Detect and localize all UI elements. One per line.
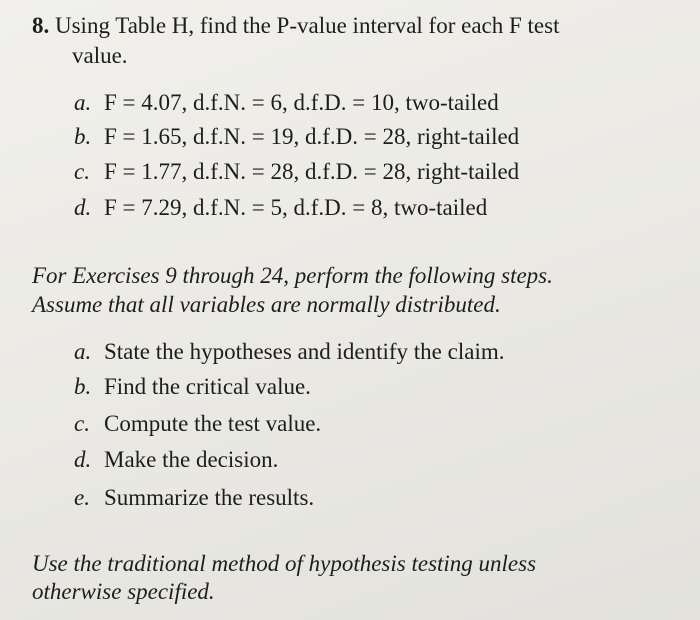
exercises-intro-line-2: Assume that all variables are normally distributed.: [32, 292, 501, 317]
problem-8-line-1: Using Table H, find the P-value interval for each F test: [55, 13, 560, 38]
item-text: F = 4.07, d.f.N. = 6, d.f.D. = 10, two-tailed: [104, 90, 499, 115]
footer-line-1: Use the traditional method of hypothesis testing unless: [32, 551, 537, 576]
item-label: a.: [74, 90, 92, 115]
step-text: Make the decision.: [104, 447, 279, 472]
item-label: d.: [74, 195, 92, 220]
step-e: [74, 484, 314, 512]
step-label: c.: [74, 411, 90, 436]
step-text: Summarize the results.: [104, 485, 315, 510]
step-b: [74, 373, 311, 401]
item-label: b.: [74, 124, 92, 149]
step-text: Find the critical value.: [104, 374, 311, 399]
item-text: F = 7.29, d.f.N. = 5, d.f.D. = 8, two-tailed: [104, 195, 488, 220]
problem-8-item-b: [74, 123, 519, 151]
step-c: [74, 410, 321, 438]
problem-8-line-2: value.: [72, 43, 128, 68]
step-label: e.: [74, 485, 90, 510]
problem-8-item-a: [74, 89, 499, 117]
step-label: b.: [74, 374, 92, 399]
footer-line-2: otherwise specified.: [32, 579, 215, 604]
step-text: Compute the test value.: [104, 411, 322, 436]
item-label: c.: [74, 159, 90, 184]
step-d: [74, 446, 278, 474]
problem-8-item-d: [74, 194, 487, 222]
step-a: [74, 338, 504, 366]
step-label: d.: [74, 447, 92, 472]
item-text: F = 1.77, d.f.N. = 28, d.f.D. = 28, right-tailed: [104, 159, 520, 184]
exercises-intro-line-1: For Exercises 9 through 24, perform the following steps.: [32, 263, 553, 288]
step-text: State the hypotheses and identify the claim.: [104, 339, 505, 364]
step-label: a.: [74, 339, 92, 364]
problem-8-item-c: [74, 158, 519, 186]
item-text: F = 1.65, d.f.N. = 19, d.f.D. = 28, right-tailed: [104, 124, 520, 149]
problem-8-heading: [32, 12, 559, 40]
problem-number: 8.: [32, 13, 50, 38]
